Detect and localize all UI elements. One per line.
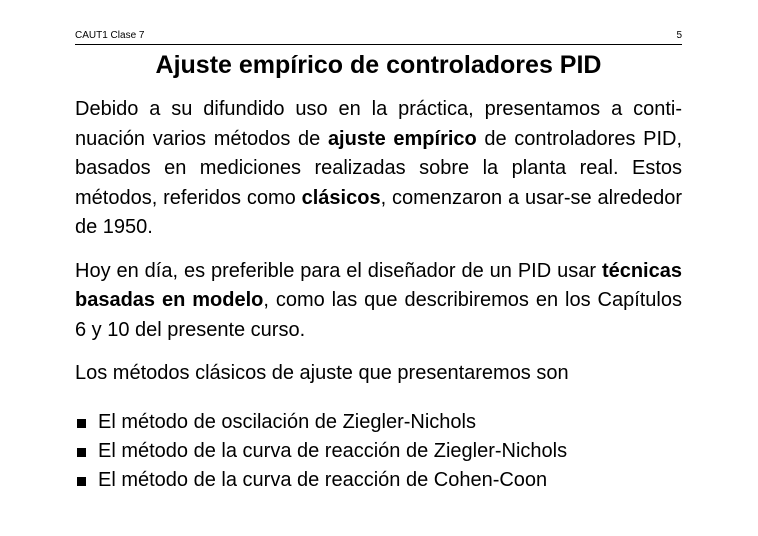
list-item: [75, 467, 682, 496]
method-label: El método de oscilación de Ziegler-Nichols: [98, 411, 476, 434]
list-item: [75, 438, 682, 467]
square-bullet-icon: [77, 477, 86, 486]
methods-list: [75, 409, 682, 496]
p1-bold-clasicos: clásicos: [301, 186, 381, 209]
p1-bold-ajuste-empirico: ajuste empírico: [327, 127, 477, 150]
course-label: CAUT1 Clase 7: [75, 30, 145, 41]
page-number: 5: [676, 30, 682, 41]
page-header: [75, 30, 682, 42]
p2-text-2: , como las que describiremos en los Capítulos 6 y 10 del presente curso.: [75, 289, 682, 341]
method-label: El método de la curva de reacción de Cohen-Coon: [98, 469, 548, 492]
slide-content: [75, 95, 682, 496]
p1-text-1: Debido a su difundido uso en la práctica, presentamos a conti-nuación varios métodos de: [75, 98, 682, 150]
p1-text-2: de controladores PID, basados en mediciones realizadas sobre la planta real. Estos métodos, referidos como: [75, 127, 683, 209]
paragraph-model-based: [75, 257, 682, 346]
method-label: El método de la curva de reacción de Ziegler-Nichols: [98, 440, 568, 463]
square-bullet-icon: [77, 448, 86, 457]
p1-text-3: , comenzaron a usar-se alrededor de 1950.: [75, 186, 683, 238]
list-item: [75, 409, 682, 438]
slide-title: Ajuste empírico de controladores PID: [155, 51, 602, 79]
paragraph-intro-pid: [75, 95, 682, 243]
p2-bold-tecnicas: técnicas basadas en modelo: [75, 259, 682, 311]
square-bullet-icon: [77, 419, 86, 428]
paragraph-methods-intro: Los métodos clásicos de ajuste que presentaremos son: [75, 362, 569, 384]
header-rule: [75, 44, 682, 45]
p2-text-1: Hoy en día, es preferible para el diseñador de un PID usar: [75, 259, 602, 282]
